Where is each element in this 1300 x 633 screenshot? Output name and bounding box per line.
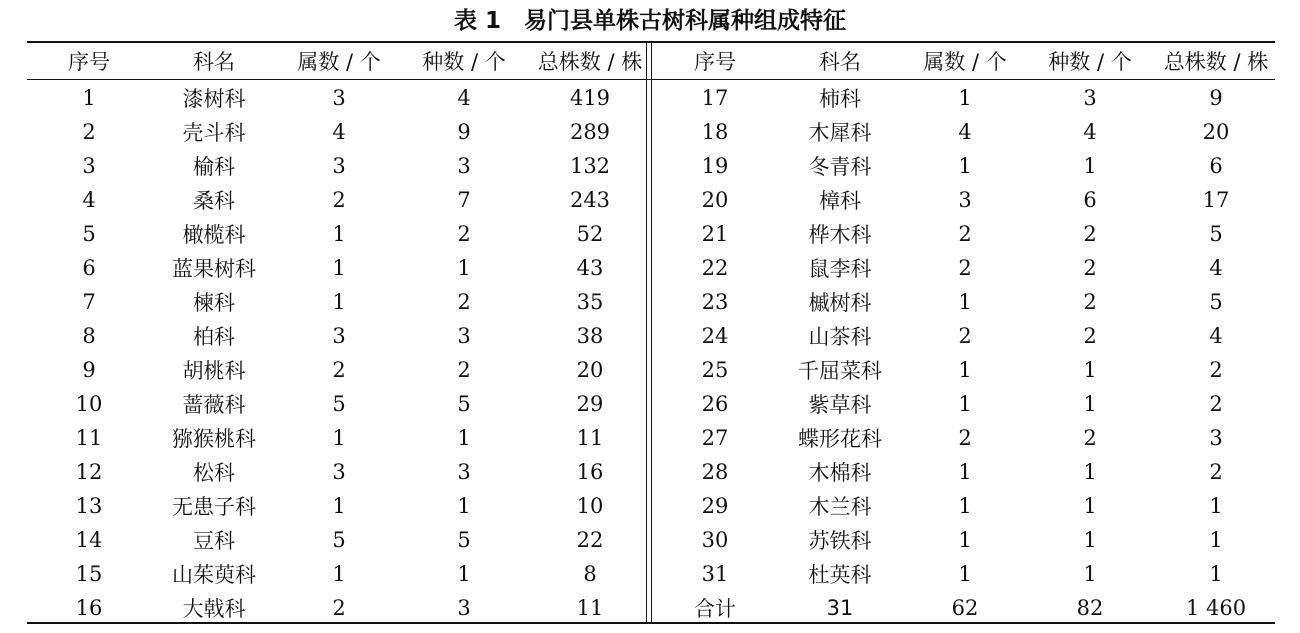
- cell-species: 4: [457, 86, 471, 110]
- cell-serial: 3: [82, 154, 96, 178]
- cell-family: 楝科: [193, 291, 235, 315]
- cell-family: 紫草科: [808, 393, 872, 417]
- table-row: [27, 115, 1279, 149]
- cell-total-trees: 2: [1209, 460, 1223, 484]
- cell-serial: 24: [701, 324, 729, 348]
- cell-genera: 1: [958, 154, 972, 178]
- cell-serial: 14: [75, 528, 103, 552]
- cell-serial: 10: [75, 392, 103, 416]
- table-body: [27, 79, 1279, 625]
- cell-genera: 3: [332, 460, 346, 484]
- cell-total-trees: 9: [1209, 86, 1223, 110]
- table-row: [27, 319, 1279, 353]
- cell-species: 1: [457, 426, 471, 450]
- cell-serial: 17: [701, 86, 729, 110]
- cell-serial: 28: [701, 460, 729, 484]
- cell-serial: 20: [701, 188, 729, 212]
- cell-species: 1: [457, 562, 471, 586]
- cell-family: 榆科: [193, 155, 235, 179]
- cell-serial: 15: [75, 562, 103, 586]
- cell-species: 1: [1083, 562, 1097, 586]
- cell-total-trees: 5: [1209, 290, 1223, 314]
- cell-species: 5: [457, 392, 471, 416]
- cell-family: 无患子科: [172, 495, 256, 519]
- family-composition-table: [27, 43, 1279, 625]
- cell-total-trees: 52: [576, 222, 604, 246]
- header-family: 科名: [819, 50, 861, 74]
- cell-genera: 5: [332, 528, 346, 552]
- table-row: [27, 353, 1279, 387]
- cell-species: 1: [457, 494, 471, 518]
- cell-genera: 1: [332, 494, 346, 518]
- cell-family: 蓝果树科: [172, 257, 256, 281]
- table-caption: 表 1 易门县单株古树科属种组成特征: [453, 8, 846, 34]
- cell-genera: 62: [951, 596, 979, 620]
- cell-genera: 3: [332, 86, 346, 110]
- cell-serial: 12: [75, 460, 103, 484]
- cell-total-trees: 3: [1209, 426, 1223, 450]
- cell-species: 2: [1083, 426, 1097, 450]
- cell-family: 漆树科: [182, 87, 246, 111]
- cell-species: 1: [1083, 494, 1097, 518]
- cell-genera: 4: [958, 120, 972, 144]
- cell-total-trees: 1: [1209, 494, 1223, 518]
- cell-family: 猕猴桃科: [172, 427, 256, 451]
- cell-family: 槭树科: [808, 291, 872, 315]
- cell-total-trees: 8: [583, 562, 597, 586]
- cell-species: 1: [1083, 528, 1097, 552]
- cell-serial: 27: [701, 426, 729, 450]
- cell-genera: 1: [332, 290, 346, 314]
- cell-genera: 1: [958, 562, 972, 586]
- cell-total-trees: 5: [1209, 222, 1223, 246]
- cell-species: 4: [1083, 120, 1097, 144]
- header-total-trees: 总株数 / 株: [1163, 50, 1269, 74]
- cell-genera: 1: [958, 460, 972, 484]
- cell-serial: 11: [75, 426, 103, 450]
- table-row: [27, 387, 1279, 421]
- cell-total-trees: 4: [1209, 324, 1223, 348]
- cell-total-trees: 1 460: [1185, 596, 1247, 620]
- cell-genera: 2: [958, 222, 972, 246]
- cell-total-trees: 419: [569, 86, 611, 110]
- table-row: [27, 557, 1279, 591]
- header-species: 种数 / 个: [422, 50, 506, 74]
- cell-genera: 1: [332, 426, 346, 450]
- cell-family: 桑科: [193, 189, 235, 213]
- cell-genera: 1: [332, 562, 346, 586]
- cell-serial: 30: [701, 528, 729, 552]
- cell-species: 1: [1083, 358, 1097, 382]
- cell-species: 3: [1083, 86, 1097, 110]
- table-row: [27, 149, 1279, 183]
- cell-family: 豆科: [193, 529, 235, 553]
- cell-species: 3: [457, 154, 471, 178]
- cell-total-trees: 1: [1209, 528, 1223, 552]
- cell-total-trees: 10: [576, 494, 604, 518]
- cell-family: 木犀科: [808, 121, 872, 145]
- header-total-trees: 总株数 / 株: [537, 50, 643, 74]
- cell-total-trees: 132: [569, 154, 611, 178]
- cell-genera: 3: [332, 154, 346, 178]
- cell-serial: 21: [701, 222, 729, 246]
- cell-family: 苏铁科: [808, 529, 872, 553]
- cell-total-trees: 20: [1202, 120, 1230, 144]
- cell-family: 桦木科: [808, 223, 872, 247]
- cell-species: 1: [1083, 392, 1097, 416]
- cell-species: 2: [457, 222, 471, 246]
- cell-genera: 2: [332, 358, 346, 382]
- cell-genera: 1: [332, 222, 346, 246]
- table-row: [27, 455, 1279, 489]
- cell-total-trees: 38: [576, 324, 604, 348]
- cell-family: 蔷薇科: [182, 393, 246, 417]
- header-genera: 属数 / 个: [923, 50, 1007, 74]
- cell-serial: 8: [82, 324, 96, 348]
- cell-total-trees: 243: [569, 188, 611, 212]
- cell-total-trees: 22: [576, 528, 604, 552]
- cell-serial: 5: [82, 222, 96, 246]
- cell-family: 柿科: [819, 87, 861, 111]
- cell-species: 3: [457, 596, 471, 620]
- cell-genera: 2: [332, 596, 346, 620]
- cell-species: 3: [457, 460, 471, 484]
- cell-genera: 1: [958, 358, 972, 382]
- table-row: [27, 421, 1279, 455]
- cell-family: 千屈菜科: [798, 359, 882, 383]
- cell-serial: 9: [82, 358, 96, 382]
- table-row: [27, 489, 1279, 523]
- cell-species: 1: [1083, 154, 1097, 178]
- cell-serial: 4: [82, 188, 96, 212]
- cell-total-trees: 2: [1209, 358, 1223, 382]
- cell-serial: 18: [701, 120, 729, 144]
- cell-species: 1: [1083, 460, 1097, 484]
- cell-species: 6: [1083, 188, 1097, 212]
- cell-species: 82: [1076, 596, 1104, 620]
- cell-family: 橄榄科: [182, 223, 246, 247]
- cell-serial: 2: [82, 120, 96, 144]
- cell-family: 木棉科: [808, 461, 872, 485]
- cell-serial: 25: [701, 358, 729, 382]
- cell-serial: 26: [701, 392, 729, 416]
- cell-total-trees: 29: [576, 392, 604, 416]
- cell-family: 31: [826, 596, 854, 620]
- header-row: [27, 43, 1279, 79]
- cell-family: 杜英科: [808, 563, 872, 587]
- cell-genera: 1: [958, 290, 972, 314]
- cell-family: 樟科: [819, 189, 861, 213]
- cell-serial: 6: [82, 256, 96, 280]
- cell-family: 鼠李科: [808, 257, 872, 281]
- cell-serial: 16: [75, 596, 103, 620]
- cell-total-trees: 35: [576, 290, 604, 314]
- cell-family: 木兰科: [808, 495, 872, 519]
- cell-serial: 合计: [694, 597, 736, 621]
- cell-genera: 2: [958, 324, 972, 348]
- table-row: [27, 285, 1279, 319]
- cell-total-trees: 289: [569, 120, 611, 144]
- cell-genera: 1: [332, 256, 346, 280]
- cell-species: 2: [1083, 256, 1097, 280]
- cell-total-trees: 20: [576, 358, 604, 382]
- cell-serial: 19: [701, 154, 729, 178]
- cell-serial: 1: [82, 86, 96, 110]
- cell-family: 柏科: [193, 325, 235, 349]
- cell-total-trees: 6: [1209, 154, 1223, 178]
- cell-family: 松科: [193, 461, 235, 485]
- cell-family: 大戟科: [182, 597, 246, 621]
- table-row: [27, 183, 1279, 217]
- cell-species: 7: [457, 188, 471, 212]
- cell-total-trees: 1: [1209, 562, 1223, 586]
- cell-family: 山茶科: [808, 325, 872, 349]
- table-row: [27, 79, 1279, 115]
- cell-genera: 1: [958, 528, 972, 552]
- cell-species: 2: [1083, 324, 1097, 348]
- cell-family: 冬青科: [808, 155, 872, 179]
- cell-serial: 23: [701, 290, 729, 314]
- cell-species: 2: [457, 290, 471, 314]
- cell-genera: 2: [958, 256, 972, 280]
- cell-species: 2: [1083, 290, 1097, 314]
- cell-species: 1: [457, 256, 471, 280]
- cell-species: 9: [457, 120, 471, 144]
- cell-genera: 1: [958, 392, 972, 416]
- cell-serial: 31: [701, 562, 729, 586]
- cell-genera: 3: [958, 188, 972, 212]
- cell-genera: 1: [958, 494, 972, 518]
- cell-species: 3: [457, 324, 471, 348]
- cell-serial: 13: [75, 494, 103, 518]
- cell-genera: 1: [958, 86, 972, 110]
- header-serial: 序号: [694, 50, 736, 74]
- cell-total-trees: 17: [1202, 188, 1230, 212]
- cell-genera: 2: [958, 426, 972, 450]
- cell-species: 5: [457, 528, 471, 552]
- cell-serial: 29: [701, 494, 729, 518]
- header-serial: 序号: [68, 50, 110, 74]
- table-row: [27, 251, 1279, 285]
- cell-genera: 3: [332, 324, 346, 348]
- cell-total-trees: 16: [576, 460, 604, 484]
- cell-family: 壳斗科: [182, 121, 246, 145]
- cell-serial: 7: [82, 290, 96, 314]
- cell-total-trees: 2: [1209, 392, 1223, 416]
- header-family: 科名: [193, 50, 235, 74]
- cell-genera: 2: [332, 188, 346, 212]
- cell-total-trees: 43: [576, 256, 604, 280]
- cell-genera: 5: [332, 392, 346, 416]
- header-genera: 属数 / 个: [297, 50, 381, 74]
- cell-family: 胡桃科: [182, 359, 246, 383]
- table-row: [27, 523, 1279, 557]
- table-row: [27, 217, 1279, 251]
- cell-genera: 4: [332, 120, 346, 144]
- cell-species: 2: [457, 358, 471, 382]
- table-row: [27, 591, 1279, 625]
- cell-total-trees: 11: [576, 426, 604, 450]
- cell-family: 山茱萸科: [172, 563, 256, 587]
- cell-family: 蝶形花科: [798, 427, 882, 451]
- cell-total-trees: 4: [1209, 256, 1223, 280]
- header-species: 种数 / 个: [1048, 50, 1132, 74]
- cell-species: 2: [1083, 222, 1097, 246]
- cell-total-trees: 11: [576, 596, 604, 620]
- cell-serial: 22: [701, 256, 729, 280]
